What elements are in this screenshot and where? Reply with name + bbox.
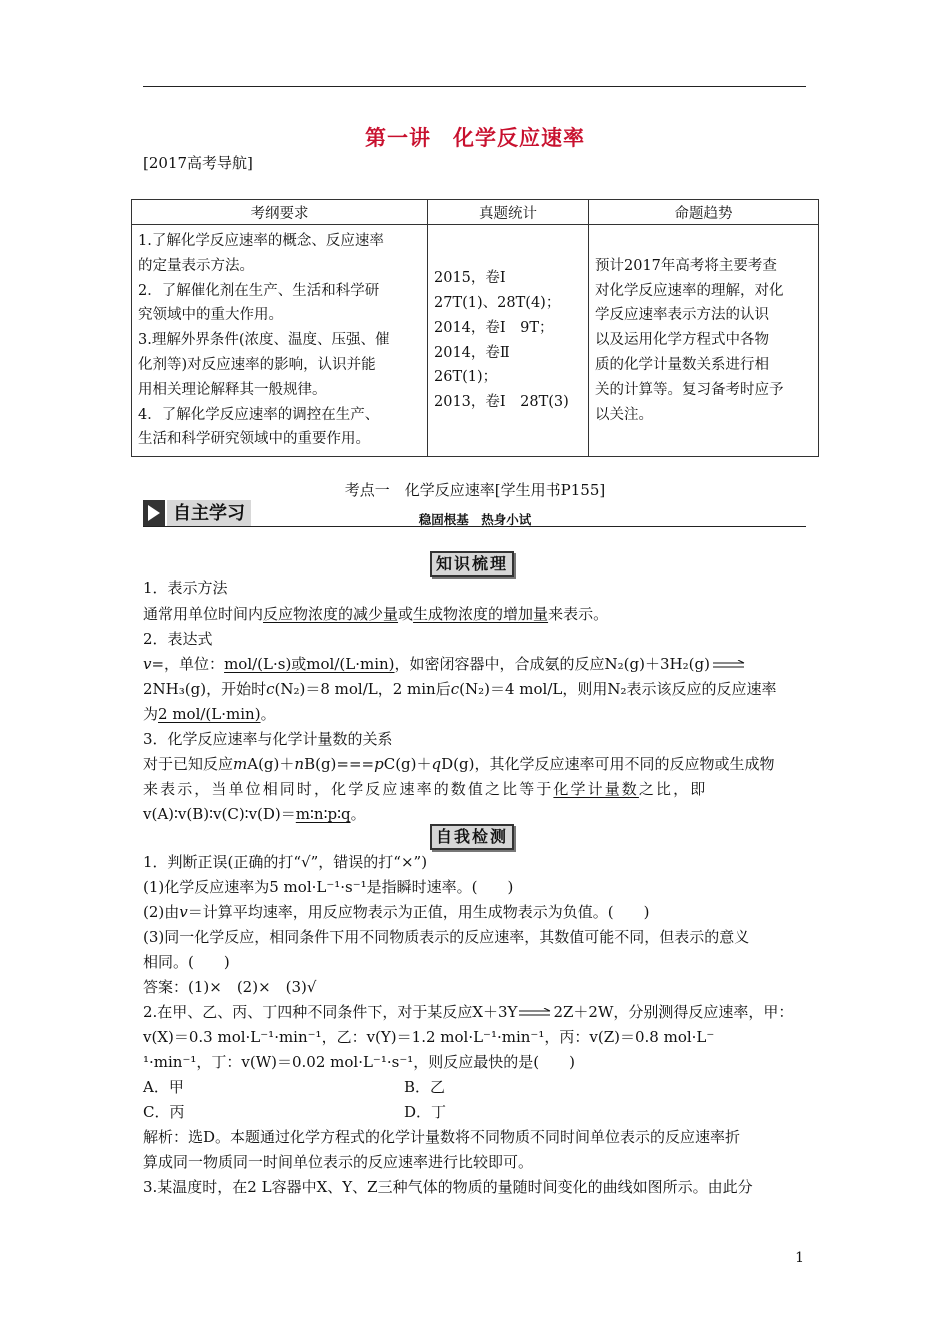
option-a: A．甲 bbox=[143, 1078, 184, 1096]
cell-line: 2013，卷Ⅰ 28T(3) bbox=[434, 394, 569, 411]
text-span: (N₂)＝4 mol/L，则用N₂表示该反应的反应速率 bbox=[459, 680, 777, 698]
answer-blank: m∶n∶p∶q bbox=[295, 805, 351, 823]
option-b: B．乙 bbox=[404, 1078, 446, 1096]
text-line: ¹·min⁻¹，丁：v(W)＝0.02 mol·L⁻¹·s⁻¹，则反应最快的是( ) bbox=[143, 1053, 575, 1071]
text-span: A(g)＋ bbox=[247, 755, 295, 773]
text-line: 算成同一物质同一时间单位表示的反应速率进行比较即可。 bbox=[143, 1153, 534, 1171]
text-span: v(A)∶v(B)∶v(C)∶v(D)＝ bbox=[143, 805, 296, 823]
table-header-row bbox=[132, 200, 819, 225]
header-rule bbox=[143, 86, 806, 87]
page-number: 1 bbox=[795, 1250, 804, 1266]
text-line: 1．判断正误(正确的打“√”，错误的打“×”) bbox=[143, 853, 428, 871]
text-line bbox=[143, 803, 366, 824]
text-line: 3.某温度时，在2 L容器中X、Y、Z三种气体的物质的量随时间变化的曲线如图所示。由此分 bbox=[143, 1178, 753, 1196]
text-span: n bbox=[294, 755, 305, 773]
text-line: 2．表达式 bbox=[143, 630, 213, 648]
cell-line: 对化学反应速率的理解，对化 bbox=[595, 282, 784, 299]
text-span: ，如密闭容器中，合成氨的反应N₂(g)＋3H₂(g) bbox=[394, 655, 710, 673]
cell-line: 生活和科学研究领域中的重要作用。 bbox=[138, 431, 370, 448]
text-span: 来表示，当单位相同时，化学反应速率的数值之比等于 bbox=[143, 780, 554, 798]
text-line bbox=[143, 1001, 793, 1022]
text-span: v bbox=[179, 903, 188, 921]
statistics-cell bbox=[428, 225, 589, 457]
text-span: ＝计算平均速率，用反应物表示为正值，用生成物表示为负值。( ) bbox=[187, 903, 650, 921]
cell-line: 质的化学计量数关系进行相 bbox=[595, 356, 769, 373]
trend-cell bbox=[589, 225, 819, 457]
answer-blank: mol/(L·s)或mol/(L·min) bbox=[224, 655, 395, 673]
text-span: 或 bbox=[398, 605, 414, 623]
text-line bbox=[143, 901, 649, 922]
text-span: m bbox=[233, 755, 248, 773]
text-span: 。 bbox=[350, 805, 366, 823]
cell-line: 用相关理论解释其一般规律。 bbox=[138, 381, 327, 398]
text-line: 相同。( ) bbox=[143, 953, 230, 971]
text-line: 解析：选D。本题通过化学方程式的化学计量数将不同物质不同时间单位表示的反应速率折 bbox=[143, 1128, 741, 1146]
table-row bbox=[132, 225, 819, 457]
text-line: 1．表示方法 bbox=[143, 579, 228, 597]
answer-blank: 2 mol/(L·min) bbox=[158, 705, 261, 723]
cell-line: 的定量表示方法。 bbox=[138, 257, 254, 274]
section-heading: 考点一 化学反应速率[学生用书P155] bbox=[344, 481, 606, 499]
cell-line: 化剂等)对反应速率的影响，认识并能 bbox=[138, 356, 376, 373]
text-span: 。 bbox=[260, 705, 276, 723]
cell-line: 以及运用化学方程式中各物 bbox=[595, 332, 769, 349]
text-span: (2)由 bbox=[143, 903, 180, 921]
text-span: (N₂)＝8 mol/L，2 min后 bbox=[274, 680, 451, 698]
text-span: 为 bbox=[143, 705, 159, 723]
text-span: B(g)=== bbox=[304, 755, 375, 773]
self-check-box-label: 自我检测 bbox=[430, 824, 514, 850]
table-header: 考纲要求 bbox=[132, 200, 428, 225]
cell-line: 2．了解催化剂在生产、生活和科学研 bbox=[138, 282, 380, 299]
equilibrium-arrow-icon bbox=[712, 660, 746, 670]
table-header: 命题趋势 bbox=[589, 200, 819, 225]
text-line: (1)化学反应速率为5 mol·L⁻¹·s⁻¹是指瞬时速率。( ) bbox=[143, 878, 514, 896]
text-span: c bbox=[266, 680, 275, 698]
banner-label: 自主学习 bbox=[167, 500, 251, 527]
text-line: v(X)＝0.3 mol·L⁻¹·min⁻¹，乙：v(Y)＝1.2 mol·L⁻¹·min⁻¹，丙：v(Z)＝0.8 mol·L⁻ bbox=[143, 1028, 715, 1046]
cell-line: 2014，卷Ⅰ 9T； bbox=[434, 319, 554, 336]
text-line bbox=[143, 753, 774, 774]
cell-line: 究领域中的重大作用。 bbox=[138, 307, 283, 324]
cell-line: 以关注。 bbox=[595, 406, 653, 423]
text-line bbox=[143, 603, 608, 624]
answer-blank: 生成物浓度的增加量 bbox=[413, 605, 549, 623]
option-c: C．丙 bbox=[143, 1103, 185, 1121]
text-line bbox=[143, 703, 276, 724]
answer-blank: 反应物浓度的减少量 bbox=[263, 605, 399, 623]
text-span: 2.在甲、乙、丙、丁四种不同条件下，对于某反应X＋3Y bbox=[143, 1003, 518, 1021]
text-line bbox=[143, 678, 776, 699]
text-line: (3)同一化学反应，相同条件下用不同物质表示的反应速率，其数值可能不同，但表示的意义 bbox=[143, 928, 750, 946]
knowledge-box-label: 知识梳理 bbox=[430, 551, 514, 577]
text-span: 之比，即 bbox=[638, 780, 708, 798]
text-line: 3．化学反应速率与化学计量数的关系 bbox=[143, 730, 393, 748]
text-span: q bbox=[431, 755, 442, 773]
cell-line: 1.了解化学反应速率的概念、反应速率 bbox=[138, 233, 384, 249]
cell-line: 4．了解化学反应速率的调控在生产、 bbox=[138, 406, 380, 423]
text-span: 通常用单位时间内 bbox=[143, 605, 264, 623]
text-span: C(g)＋ bbox=[383, 755, 432, 773]
text-span: 2Z＋2W，分别测得反应速率，甲： bbox=[553, 1003, 794, 1021]
cell-line: 26T(1)； bbox=[434, 369, 498, 386]
answer-blank: 化学计量数 bbox=[553, 780, 639, 798]
answer-line: 答案：(1)× (2)× (3)√ bbox=[143, 978, 317, 996]
cell-line: 关的计算等。复习备考时应予 bbox=[595, 381, 784, 398]
cell-line: 2014，卷Ⅱ bbox=[434, 344, 510, 361]
banner-subtitle: 稳固根基 热身小试 bbox=[418, 512, 532, 527]
syllabus-table bbox=[131, 199, 819, 457]
cell-line: 2015，卷Ⅰ bbox=[434, 270, 506, 287]
text-line bbox=[143, 653, 746, 674]
text-span: =，单位： bbox=[151, 655, 225, 673]
text-span: c bbox=[450, 680, 460, 698]
option-d: D．丁 bbox=[404, 1103, 447, 1121]
text-span: p bbox=[374, 755, 384, 773]
text-line bbox=[143, 778, 707, 799]
exam-guide-label: [2017高考导航] bbox=[143, 154, 253, 172]
equilibrium-arrow-icon bbox=[518, 1008, 552, 1018]
requirements-cell bbox=[132, 225, 428, 457]
page-title: 第一讲 化学反应速率 bbox=[365, 126, 585, 150]
cell-line: 27T(1)、28T(4)； bbox=[434, 294, 561, 311]
text-span: D(g)，其化学反应速率可用不同的反应物或生成物 bbox=[441, 755, 775, 773]
cell-line: 3.理解外界条件(浓度、温度、压强、催 bbox=[138, 332, 390, 349]
text-span: v bbox=[143, 655, 152, 673]
text-span: 2NH₃(g)，开始时 bbox=[143, 680, 267, 698]
cell-line: 学反应速率表示方法的认识 bbox=[595, 307, 769, 324]
text-span: 来表示。 bbox=[548, 605, 609, 623]
cell-line: 预计2017年高考将主要考查 bbox=[595, 257, 777, 274]
text-span: 对于已知反应 bbox=[143, 755, 234, 773]
table-header: 真题统计 bbox=[428, 200, 589, 225]
